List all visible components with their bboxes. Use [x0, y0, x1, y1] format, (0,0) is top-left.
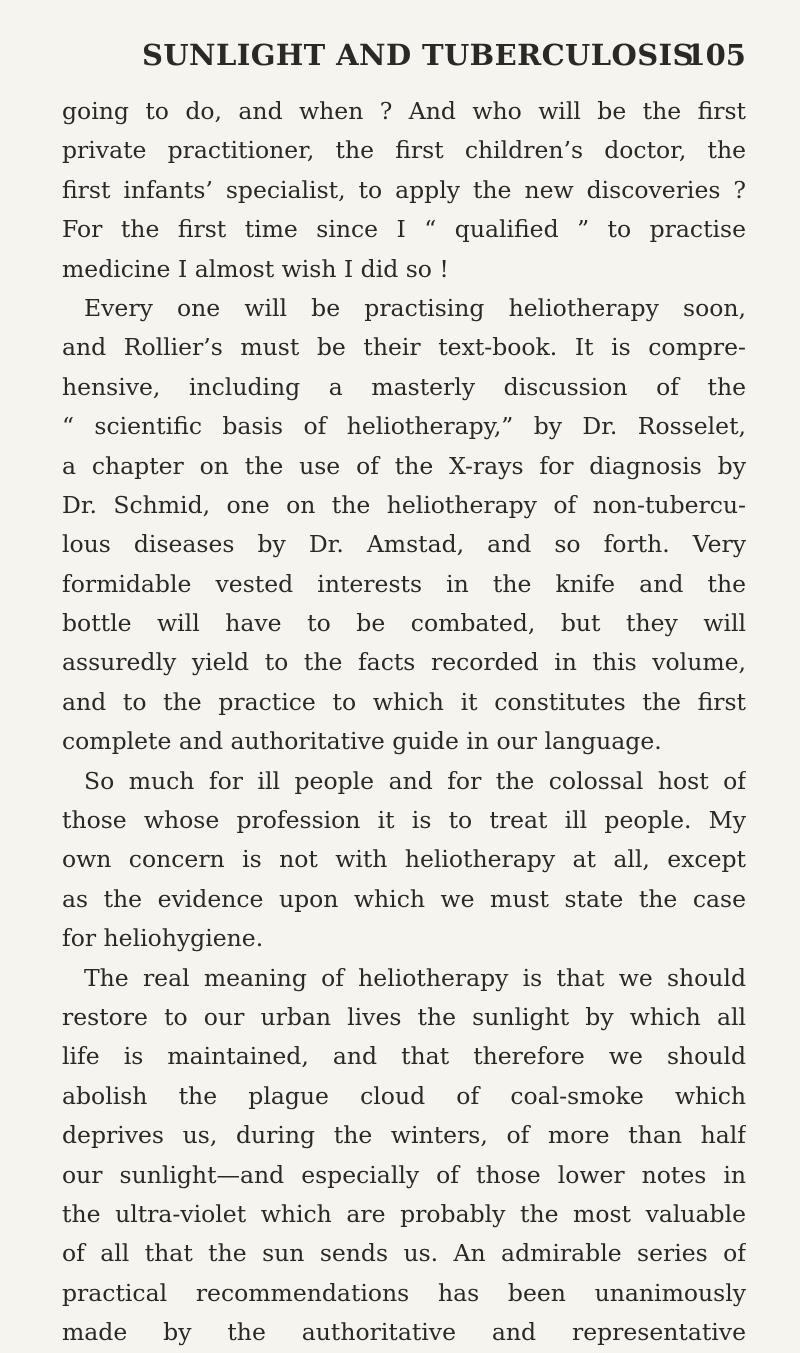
text-line: deprives us, during the winters, of more than half: [62, 1121, 746, 1150]
text-line: and to the practice to which it constitutes the first: [62, 687, 746, 716]
text-line: Every one will be practising heliotherapy soon,: [84, 293, 746, 322]
text-line: the ultra-violet which are probably the most valuable: [62, 1199, 746, 1228]
text-line: private practitioner, the first children’s doctor, the: [62, 136, 746, 165]
text-line: going to do, and when ? And who will be the first: [62, 97, 746, 125]
text-line: first infants’ specialist, to apply the new discoveries ?: [62, 175, 746, 204]
text-line: Dr. Schmid, one on the heliotherapy of non-tubercu-: [62, 490, 746, 519]
text-line: hensive, including a masterly discussion of the: [62, 372, 746, 401]
text-line: life is maintained, and that therefore we should: [62, 1042, 746, 1071]
text-line: our sunlight—and especially of those lower notes in: [62, 1160, 746, 1189]
text-line: a chapter on the use of the X-rays for diagnosis by: [62, 451, 746, 480]
text-line: as the evidence upon which we must state the case: [62, 884, 746, 913]
text-line: formidable vested interests in the knife and the: [62, 569, 746, 598]
text-line: For the first time since I “ qualified ” to practise: [62, 215, 746, 244]
page-number: 105: [685, 38, 746, 72]
text-line: The real meaning of heliotherapy is that we should: [84, 963, 746, 992]
text-line: complete and authoritative guide in our language.: [62, 727, 662, 756]
text-line: restore to our urban lives the sunlight by which all: [62, 1002, 746, 1031]
text-line: for heliohygiene.: [62, 924, 264, 953]
text-line: bottle will have to be combated, but they will: [62, 609, 746, 638]
text-line: So much for ill people and for the colossal host of: [84, 766, 746, 795]
text-line: those whose profession it is to treat ill people. My: [62, 806, 746, 835]
text-line: medicine I almost wish I did so !: [62, 254, 449, 283]
text-line: practical recommendations has been unanimously: [62, 1278, 746, 1307]
text-line: of all that the sun sends us. An admirable series of: [62, 1239, 746, 1268]
page-header: [62, 38, 746, 82]
text-line: and Rollier’s must be their text-book. It is compre-: [62, 333, 746, 362]
text-line: abolish the plague cloud of coal-smoke which: [62, 1081, 746, 1110]
text-line: lous diseases by Dr. Amstad, and so forth. Very: [62, 530, 746, 559]
text-line: assuredly yield to the facts recorded in this volume,: [62, 648, 746, 677]
running-title: SUNLIGHT AND TUBERCULOSIS: [142, 38, 694, 72]
body-text: [62, 92, 746, 1353]
text-line: own concern is not with heliotherapy at all, except: [62, 845, 746, 874]
text-line: “ scientific basis of heliotherapy,” by Dr. Rosselet,: [62, 412, 746, 441]
text-line: made by the authoritative and representative: [62, 1318, 746, 1347]
